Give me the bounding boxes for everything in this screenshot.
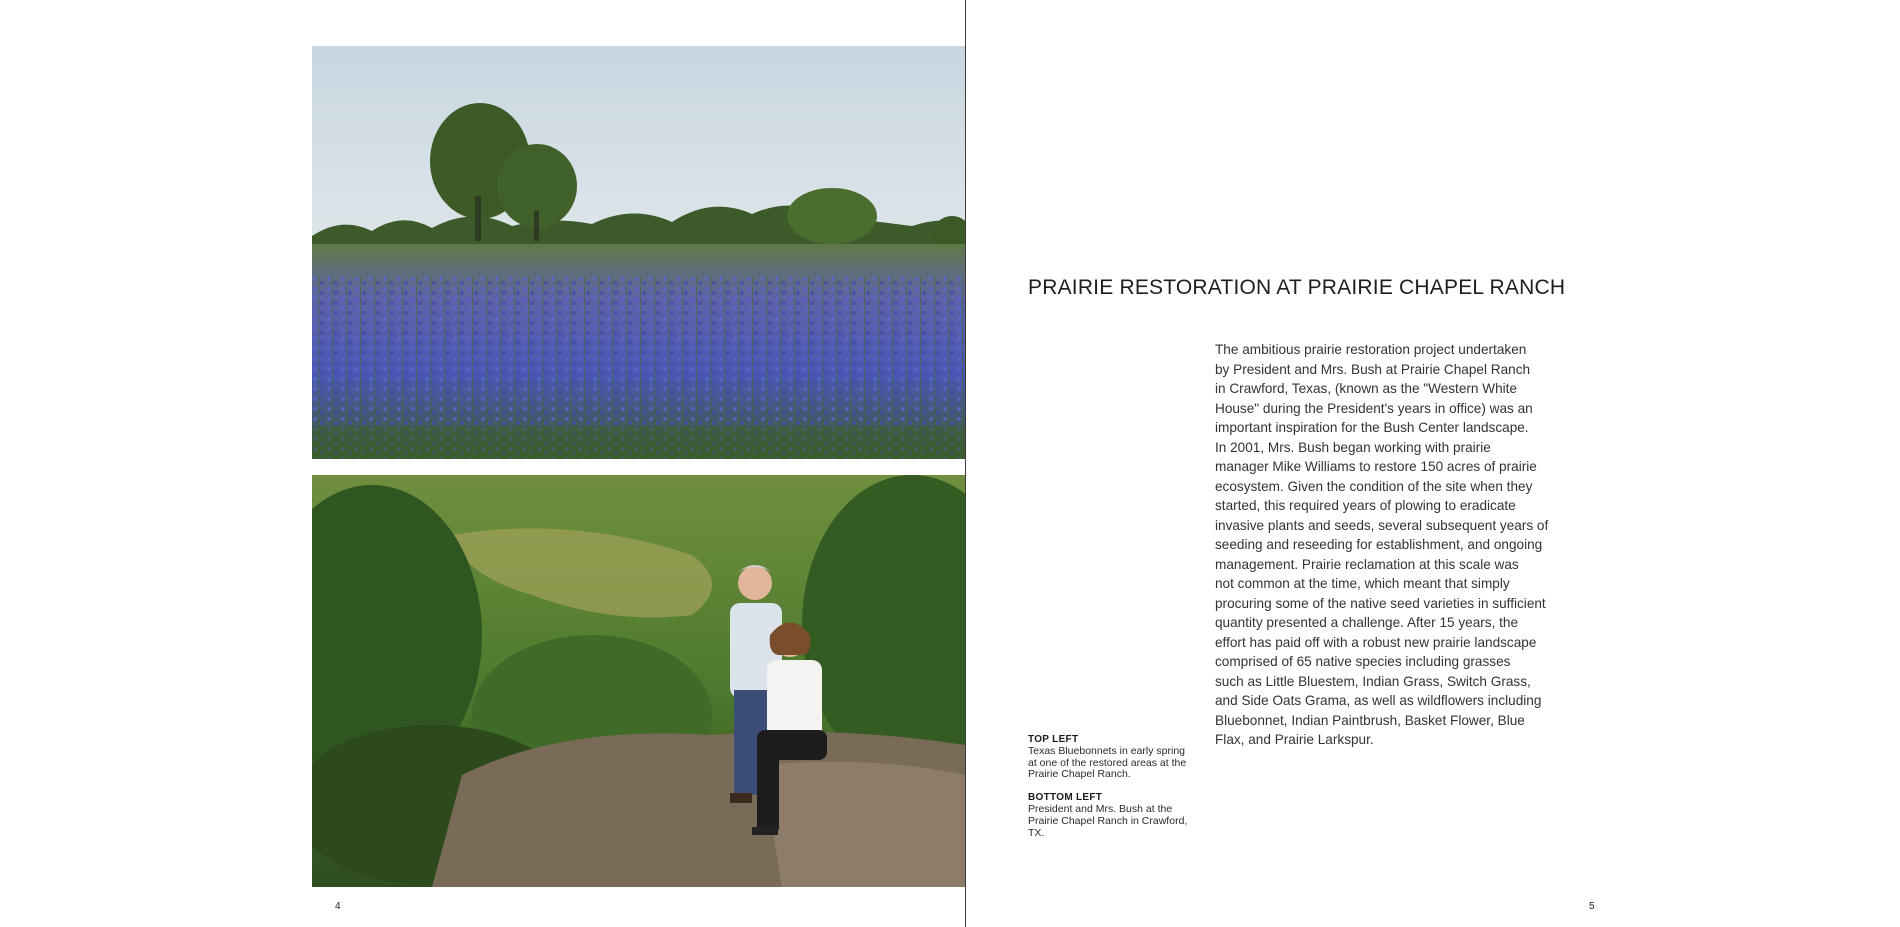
body-line: not common at the time, which meant that simply xyxy=(1215,576,1510,591)
body-line: The ambitious prairie restoration project undertaken xyxy=(1215,342,1527,357)
caption-text: President and Mrs. Bush at the Prairie Chapel Ranch in Crawford, TX. xyxy=(1028,802,1188,839)
couple-on-rock-photo xyxy=(312,475,965,887)
body-line: procuring some of the native seed varieties in sufficient xyxy=(1215,595,1546,611)
body-line: in Crawford, Texas, (known as the "Western White xyxy=(1215,381,1517,396)
body-line: Bluebonnet, Indian Paintbrush, Basket Flower, Blue xyxy=(1215,712,1525,728)
body-line: started, this required years of plowing to eradicate xyxy=(1215,498,1516,513)
body-line: and Side Oats Grama, as well as wildflowers including xyxy=(1215,693,1542,708)
body-line: Flax, and Prairie Larkspur. xyxy=(1215,732,1374,747)
photo-captions xyxy=(1028,734,1188,850)
body-line: management. Prairie reclamation at this scale was xyxy=(1215,556,1519,572)
section-heading: PRAIRIE RESTORATION AT PRAIRIE CHAPEL RANCH xyxy=(1028,276,1566,299)
body-line: House" during the President's years in office) was an xyxy=(1215,400,1533,416)
caption-bottom-left xyxy=(1028,792,1188,839)
body-line: quantity presented a challenge. After 15 years, the xyxy=(1215,615,1519,630)
body-line: seeding and reseeding for establishment, and ongoing xyxy=(1215,537,1543,552)
body-line: effort has paid off with a robust new prairie landscape xyxy=(1215,634,1537,650)
body-line: important inspiration for the Bush Center landscape. xyxy=(1215,420,1529,435)
caption-top-left xyxy=(1028,734,1188,781)
body-line: ecosystem. Given the condition of the site when they xyxy=(1215,478,1533,494)
body-line: by President and Mrs. Bush at Prairie Chapel Ranch xyxy=(1215,361,1531,377)
body-line: manager Mike Williams to restore 150 acres of prairie xyxy=(1215,459,1537,474)
body-line: such as Little Bluestem, Indian Grass, Switch Grass, xyxy=(1215,673,1531,689)
page-number-left: 4 xyxy=(335,901,341,912)
body-line: comprised of 65 native species including grasses xyxy=(1215,654,1511,669)
caption-title: BOTTOM LEFT xyxy=(1028,792,1103,804)
caption-title: TOP LEFT xyxy=(1028,734,1079,745)
body-paragraph xyxy=(1215,340,1575,750)
page-number-right: 5 xyxy=(1589,901,1595,912)
gutter-divider xyxy=(965,0,966,927)
caption-text: Texas Bluebonnets in early spring at one of the restored areas at the Prairie Chapel Ranch. xyxy=(1028,744,1187,781)
body-line: invasive plants and seeds, several subsequent years of xyxy=(1215,517,1549,533)
bluebonnet-field-photo xyxy=(312,46,965,459)
body-line: In 2001, Mrs. Bush began working with prairie xyxy=(1215,439,1491,455)
